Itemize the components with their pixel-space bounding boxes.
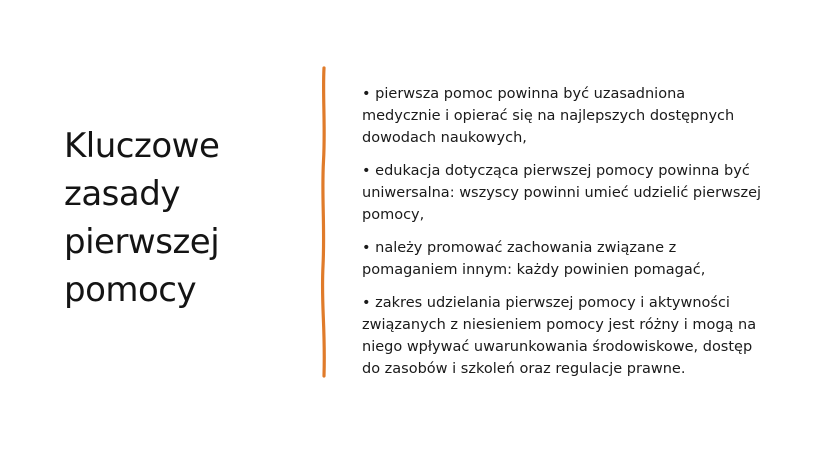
- bullet-item-scope: [362, 292, 802, 380]
- bullet-text-line: pomocy,: [362, 207, 425, 223]
- bullet-text-line: • należy promować zachowania związane z: [362, 240, 677, 256]
- bullet-text-line: • edukacja dotycząca pierwszej pomocy powinna być: [362, 163, 750, 179]
- bullet-text-line: • zakres udzielania pierwszej pomocy i aktywności: [362, 295, 730, 311]
- title-line: zasady: [64, 174, 180, 214]
- bullet-text-line: niego wpływać uwarunkowania środowiskowe, dostęp: [362, 339, 753, 355]
- title-line: pomocy: [64, 270, 197, 310]
- title-line: pierwszej: [64, 222, 220, 262]
- bullet-text-line: • pierwsza pomoc powinna być uzasadniona: [362, 86, 686, 102]
- bullet-text-line: uniwersalna: wszyscy powinni umieć udzielić pierwszej: [362, 185, 762, 201]
- slide-title: [64, 122, 304, 314]
- bullet-text-line: pomaganiem innym: każdy powinien pomagać,: [362, 262, 706, 278]
- orange-divider-line: [318, 66, 330, 378]
- bullet-text-line: związanych z niesieniem pomocy jest różny i mogą na: [362, 317, 757, 333]
- bullet-item-helping: [362, 237, 802, 281]
- bullet-text-line: do zasobów i szkoleń oraz regulacje prawne.: [362, 361, 686, 377]
- bullet-item-education: [362, 160, 802, 226]
- bullet-item-evidence: [362, 83, 802, 149]
- title-line: Kluczowe: [64, 126, 220, 166]
- bullet-text-line: dowodach naukowych,: [362, 130, 527, 146]
- bullet-list: [362, 83, 802, 391]
- bullet-text-line: medycznie i opierać się na najlepszych dostępnych: [362, 108, 735, 124]
